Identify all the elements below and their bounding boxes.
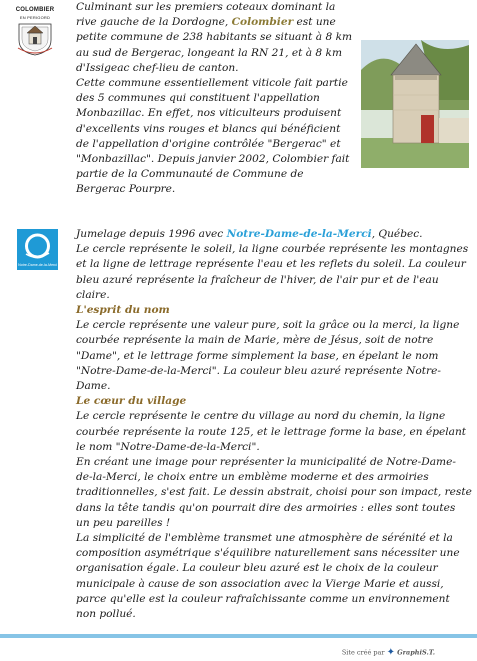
heading-coeur-du-village: Le cœur du village xyxy=(76,395,187,408)
footer-divider xyxy=(0,634,477,638)
twinning-paragraph-1: Le cercle représente le soleil, la ligne courbée représente les montagnes et la ligne de lettrage représente l'eau et les reflets du soleil. La couleur bleu azuré représente la fraîcheur de l'hiver, de l'air pur et de l'eau claire. xyxy=(76,243,469,301)
twinning-intro-start: Jumelage depuis 1996 avec xyxy=(76,228,227,240)
site-credit xyxy=(342,645,435,661)
logo-label: Notre-Dame-de-la-Merci xyxy=(18,263,57,267)
commune-name: Colombier xyxy=(231,16,294,29)
twinning-paragraph-3: Le cercle représente le centre du village au nord du chemin, la ligne courbée représente la route 125, et le lettrage forme la base, en épelant le nom "Notre-Dame-de-la-Merci". xyxy=(76,410,467,453)
credit-prefix: Site créé par xyxy=(341,648,385,657)
pigeonnier-photo xyxy=(361,40,469,168)
crest-subtitle: EN PERIGORD xyxy=(19,15,51,20)
twinning-intro xyxy=(76,227,472,242)
photo-image xyxy=(361,40,469,168)
intro-text-end: est une petite commune de 238 habitants se situant à 8 km au sud de Bergerac, longeant la RN 21, et à 8 km d'Issigeac chef-lieu de canton. xyxy=(76,16,353,74)
crest-title: COLOMBIER xyxy=(15,7,55,13)
twin-town-logo xyxy=(17,229,58,270)
twinning-section xyxy=(76,227,472,622)
heading-esprit-du-nom: L'esprit du nom xyxy=(76,304,170,317)
twinning-intro-end: , Québec. xyxy=(371,228,423,240)
twinning-paragraph-2: Le cercle représente une valeur pure, soit la grâce ou la merci, la ligne courbée représente la main de Marie, mère de Jésus, soit de notre "Dame", et le lettrage forme simplement la base, en épelant le nom "Notre-Dame-de-la-Merci". La couleur bleu azuré représente Notre-Dame. xyxy=(76,319,460,393)
twinning-paragraph-4: En créant une image pour représenter la municipalité de Notre-Dame-de-la-Merci, le choix entre un emblème moderne et des armoiries traditionnelles, s'est fait. Le dessin abstrait, choisi pour son impact, reste dans la tête tandis qu'on pourrait dire des armoiries : elles sont toutes un peu pareilles ! xyxy=(76,456,472,529)
twinning-paragraph-5: La simplicité de l'emblème transmet une atmosphère de sérénité et la composition asymétrique s'équilibre naturellement sans nécessiter une organisation égale. La couleur bleu azuré est le choix de la couleur municipale à cause de son association avec la Vierge Marie et aussi, parce qu'elle est la couleur rafraîchissante comme un environnement non pollué. xyxy=(76,532,460,621)
twin-town-link[interactable]: Notre-Dame-de-la-Merci xyxy=(226,228,372,240)
village-crest xyxy=(14,6,56,61)
credit-brand[interactable]: GraphiS.T. xyxy=(397,648,435,657)
intro-text-start: Culminant sur les premiers coteaux dominant la rive gauche de la Dordogne, xyxy=(76,1,336,29)
intro-paragraph-2: Cette commune essentiellement viticole fait partie des 5 communes qui constituent l'appellation Monbazillac. En effet, nos viticulteurs produisent d'excellents vins rouges et blancs qui bénéficient de l'appellation d'origine contrôlée "Bergerac" et "Monbazillac". Depuis janvier 2002, Colombier fait partie de la Communauté de Commune de Bergerac Pourpre. xyxy=(76,77,350,196)
star-logo-icon: ✦ xyxy=(386,647,395,658)
